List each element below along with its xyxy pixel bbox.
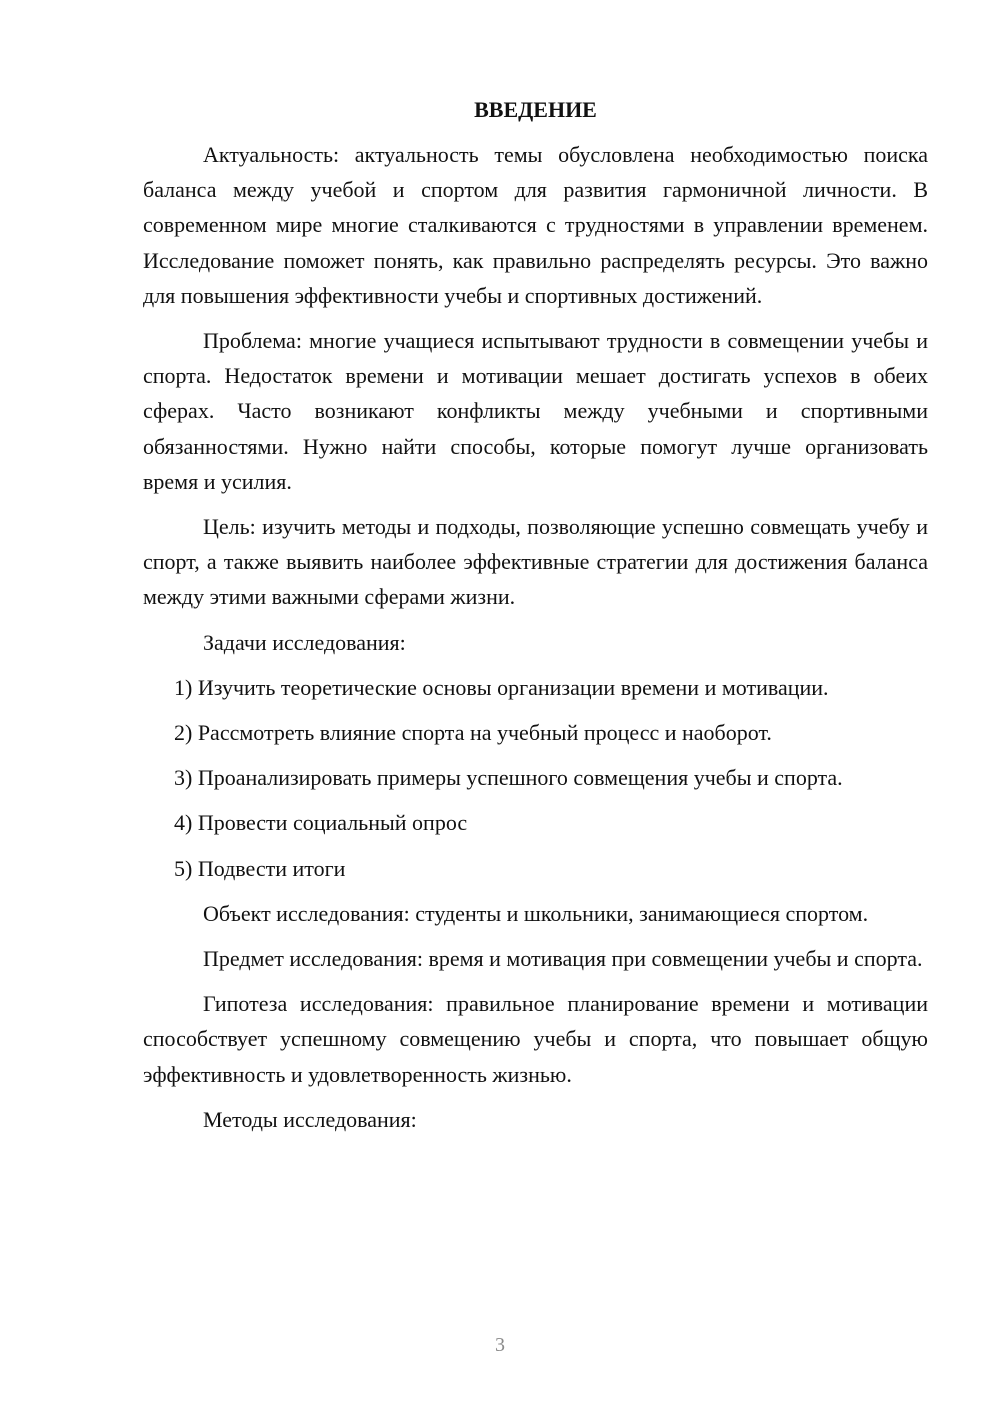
document-page: [143, 95, 928, 1147]
goal-paragraph: Цель: изучить методы и подходы, позволяющие успешно совмещать учебу и спорт, а также выявить наиболее эффективные стратегии для достижения баланса между этими важными сферами жизни.: [143, 514, 928, 610]
list-item: 5) Подвести итоги: [174, 855, 346, 881]
problem-paragraph: Проблема: многие учащиеся испытывают трудности в совмещении учебы и спорта. Недостаток времени и мотивации мешает достигать успехов в обеих сферах. Часто возникают конфликты между учебными и спортивными обязанностями. Нужно найти способы, которые помогут лучше организовать время и усилия.: [143, 328, 928, 494]
tasks-heading: Задачи исследования:: [203, 629, 406, 655]
page-title: ВВЕДЕНИЕ: [474, 97, 597, 122]
list-item: 3) Проанализировать примеры успешного совмещения учебы и спорта.: [174, 765, 843, 791]
object-paragraph: Объект исследования: студенты и школьники, занимающиеся спортом.: [203, 900, 869, 926]
page-number: 3: [495, 1334, 505, 1356]
tasks-list: [143, 670, 928, 886]
hypothesis-paragraph: Гипотеза исследования: правильное планирование времени и мотивации способствует успешному совмещению учебы и спорта, что повышает общую эффективность и удовлетворенность жизнью.: [143, 991, 928, 1087]
list-item: 2) Рассмотреть влияние спорта на учебный процесс и наоборот.: [174, 720, 772, 746]
subject-paragraph: Предмет исследования: время и мотивация при совмещении учебы и спорта.: [203, 946, 923, 972]
methods-heading: Методы исследования:: [203, 1106, 417, 1132]
relevance-paragraph: Актуальность: актуальность темы обусловлена необходимостью поиска баланса между учебой и спортом для развития гармоничной личности. В современном мире многие сталкиваются с трудностями в управлении временем. Исследование поможет понять, как правильно распределять ресурсы. Это важно для повышения эффективности учебы и спортивных достижений.: [143, 142, 928, 308]
list-item: 1) Изучить теоретические основы организации времени и мотивации.: [174, 674, 829, 700]
list-item: 4) Провести социальный опрос: [174, 810, 468, 836]
